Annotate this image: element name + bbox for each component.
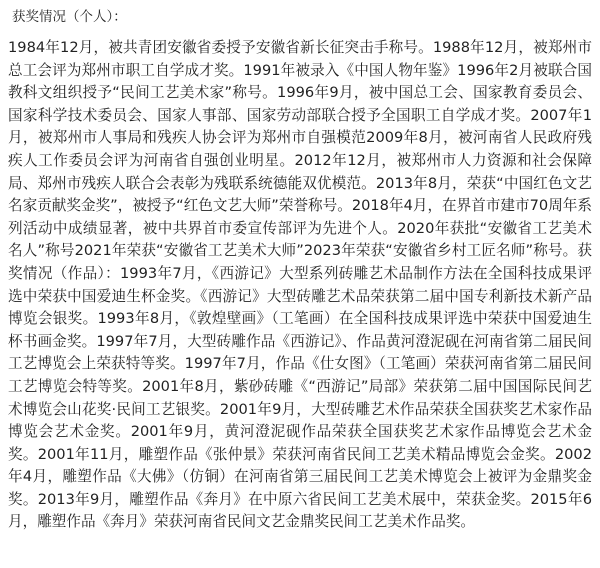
awards-paragraph: 1984年12月，被共青团安徽省委授予安徽省新长征突击手称号。1988年12月，被郑州市总工会评为郑州市职工自学成才奖。1991年被录入《中国人物年鉴》1996年2月被联合国教科文组织授予“民间工艺美术家”称号。1996年9月，被中国总工会、国家教育委员会、国家科学技术委员会、国家人事部、国家劳动部联合授予全国职工自学成才奖。2007年1月，被郑州市人事局和残疾人协会评为郑州市自强模范2009年8月，被河南省人民政府残疾人工作委员会评为河南省自强创业明星。2012年12月，被郑州市人力资源和社会保障局、郑州市残疾人联合会表彰为残联系统德能双优模范。2013年8月，荣获“中国红色文艺名家贡献奖金奖”，被授予“红色文艺大师”荣誉称号。2018年4月，在界首市建市70周年系列活动中成绩显著，被中共界首市委宣传部评为先进个人。2020年获批“安徽省工艺美术名人”称号2021年荣获“安徽省工艺美术大师”2023年荣获“安徽省乡村工匠名师”称号。获奖情况（作品）：1993年7月，《西游记》大型系列砖雕艺术品制作方法在全国科技成果评选中荣获中国爱迪生杯金奖。《西游记》大型砖雕艺术品荣获第二届中国专利新技术新产品博览会银奖。1993年8月，《敦煌壁画》（工笔画）在全国科技成果评选中荣获中国爱迪生杯书画金奖。1997年7月，大型砖雕作品《西游记》、作品黄河澄泥砚在河南省第二届民间工艺博览会上荣获特等奖。1997年7月，作品《仕女图》（工笔画）荣获河南省第二届民间工艺博览会特等奖。2001年8月，紫砂砖雕《“西游记”局部》荣获第二届中国国际民间艺术博览会山花奖·民间工艺银奖。2001年9月，大型砖雕艺术作品荣获全国获奖艺术家作品博览会艺术金奖。2001年9月，黄河澄泥砚作品荣获全国获奖艺术家作品博览会艺术金奖。2001年11月，雕塑作品《张仲景》荣获河南省民间工艺美术精品博览会金奖。2002年4月，雕塑作品《大佛》（仿铜）在河南省第三届民间工艺美术博览会上被评为金鼎奖金奖。2013年9月，雕塑作品《奔月》在中原六省民间工艺美术展中，荣获金奖。2015年6月，雕塑作品《奔月》荣获河南省民间文艺金鼎奖民间工艺美术作品奖。: [8, 39, 592, 531]
section-heading: 获奖情况（个人）：: [12, 9, 127, 25]
